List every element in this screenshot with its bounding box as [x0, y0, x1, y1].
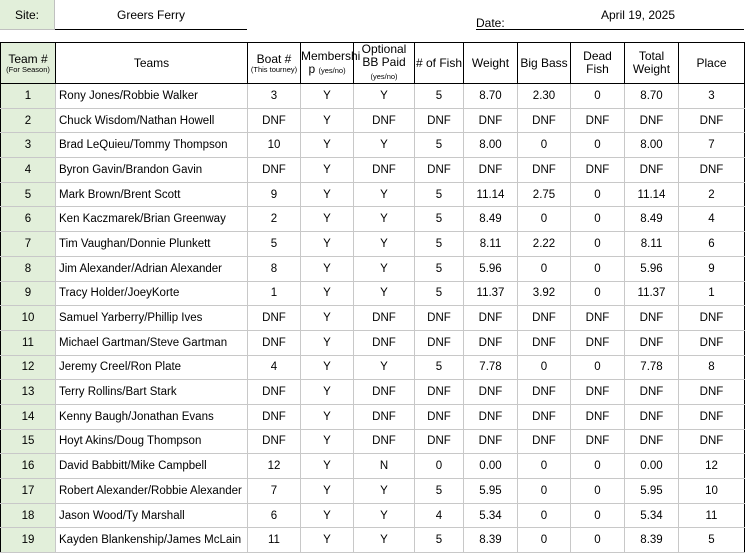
- team-name-cell[interactable]: Hoyt Akins/Doug Thompson: [56, 429, 248, 454]
- col-team-number-sub: (For Season): [6, 64, 50, 74]
- team-number-cell[interactable]: 9: [1, 281, 56, 306]
- place-cell[interactable]: 11: [679, 503, 745, 528]
- fish-count-cell[interactable]: 5: [415, 133, 464, 158]
- big-bass-cell[interactable]: DNF: [518, 330, 571, 355]
- team-number-cell[interactable]: 11: [1, 330, 56, 355]
- membership-cell[interactable]: Y: [301, 108, 354, 133]
- boat-number-cell[interactable]: 3: [248, 84, 301, 109]
- place-cell[interactable]: 8: [679, 355, 745, 380]
- boat-number-cell[interactable]: 4: [248, 355, 301, 380]
- total-weight-cell[interactable]: 5.95: [625, 479, 679, 504]
- weight-cell[interactable]: 8.39: [464, 528, 518, 553]
- dead-fish-cell[interactable]: DNF: [571, 429, 625, 454]
- team-name-cell[interactable]: Kayden Blankenship/James McLain: [56, 528, 248, 553]
- fish-count-cell[interactable]: DNF: [415, 404, 464, 429]
- team-number-cell[interactable]: 13: [1, 380, 56, 405]
- col-fish-count[interactable]: # of Fish: [415, 43, 464, 84]
- big-bass-cell[interactable]: DNF: [518, 380, 571, 405]
- optional-bb-cell[interactable]: Y: [354, 281, 415, 306]
- total-weight-cell[interactable]: DNF: [625, 380, 679, 405]
- place-cell[interactable]: 7: [679, 133, 745, 158]
- boat-number-cell[interactable]: 10: [248, 133, 301, 158]
- fish-count-cell[interactable]: DNF: [415, 380, 464, 405]
- optional-bb-cell[interactable]: Y: [354, 256, 415, 281]
- dead-fish-cell[interactable]: 0: [571, 479, 625, 504]
- optional-bb-cell[interactable]: Y: [354, 355, 415, 380]
- boat-number-cell[interactable]: 12: [248, 454, 301, 479]
- team-number-cell[interactable]: 2: [1, 108, 56, 133]
- weight-cell[interactable]: DNF: [464, 306, 518, 331]
- membership-cell[interactable]: Y: [301, 232, 354, 257]
- total-weight-cell[interactable]: 11.14: [625, 182, 679, 207]
- optional-bb-cell[interactable]: DNF: [354, 330, 415, 355]
- membership-cell[interactable]: Y: [301, 158, 354, 183]
- boat-number-cell[interactable]: DNF: [248, 306, 301, 331]
- site-value[interactable]: Greers Ferry: [55, 0, 247, 30]
- table-row: [1, 158, 745, 183]
- big-bass-cell[interactable]: 0: [518, 355, 571, 380]
- weight-cell[interactable]: 8.00: [464, 133, 518, 158]
- team-number-cell[interactable]: 3: [1, 133, 56, 158]
- place-cell[interactable]: DNF: [679, 429, 745, 454]
- fish-count-cell[interactable]: 5: [415, 182, 464, 207]
- dead-fish-cell[interactable]: 0: [571, 207, 625, 232]
- col-membership[interactable]: [301, 43, 361, 84]
- col-membership-label: Membershi p: [301, 48, 361, 76]
- optional-bb-cell[interactable]: DNF: [354, 404, 415, 429]
- table-row: [1, 355, 745, 380]
- big-bass-cell[interactable]: 0: [518, 503, 571, 528]
- big-bass-cell[interactable]: 0: [518, 454, 571, 479]
- weight-cell[interactable]: DNF: [464, 330, 518, 355]
- boat-number-cell[interactable]: 11: [248, 528, 301, 553]
- boat-number-cell[interactable]: DNF: [248, 330, 301, 355]
- fish-count-cell[interactable]: 5: [415, 84, 464, 109]
- optional-bb-cell[interactable]: DNF: [354, 429, 415, 454]
- big-bass-cell[interactable]: 2.75: [518, 182, 571, 207]
- fish-count-cell[interactable]: 5: [415, 479, 464, 504]
- boat-number-cell[interactable]: 6: [248, 503, 301, 528]
- col-weight[interactable]: Weight: [464, 43, 518, 84]
- optional-bb-cell[interactable]: DNF: [354, 158, 415, 183]
- big-bass-cell[interactable]: DNF: [518, 429, 571, 454]
- col-boat-number-label: Boat #: [256, 51, 292, 66]
- weight-cell[interactable]: DNF: [464, 158, 518, 183]
- team-name-cell[interactable]: Mark Brown/Brent Scott: [56, 182, 248, 207]
- place-cell[interactable]: 3: [679, 84, 745, 109]
- total-weight-cell[interactable]: 8.70: [625, 84, 679, 109]
- dead-fish-cell[interactable]: 0: [571, 281, 625, 306]
- col-total-weight[interactable]: Total Weight: [625, 43, 679, 84]
- team-name-cell[interactable]: Tracy Holder/JoeyKorte: [56, 281, 248, 306]
- weight-cell[interactable]: 11.14: [464, 182, 518, 207]
- optional-bb-cell[interactable]: Y: [354, 479, 415, 504]
- team-number-cell[interactable]: 14: [1, 404, 56, 429]
- total-weight-cell[interactable]: DNF: [625, 330, 679, 355]
- place-cell[interactable]: DNF: [679, 404, 745, 429]
- team-name-cell[interactable]: Jim Alexander/Adrian Alexander: [56, 256, 248, 281]
- col-optional-bb-sub: (yes/no): [370, 72, 398, 81]
- place-cell[interactable]: DNF: [679, 380, 745, 405]
- membership-cell[interactable]: Y: [301, 207, 354, 232]
- col-big-bass[interactable]: Big Bass: [518, 43, 571, 84]
- place-cell[interactable]: 6: [679, 232, 745, 257]
- table-row: [1, 404, 745, 429]
- team-number-cell[interactable]: 8: [1, 256, 56, 281]
- boat-number-cell[interactable]: DNF: [248, 429, 301, 454]
- fish-count-cell[interactable]: 5: [415, 355, 464, 380]
- weight-cell[interactable]: DNF: [464, 404, 518, 429]
- total-weight-cell[interactable]: DNF: [625, 108, 679, 133]
- weight-cell[interactable]: 5.95: [464, 479, 518, 504]
- table-row: [1, 232, 745, 257]
- membership-cell[interactable]: Y: [301, 84, 354, 109]
- fish-count-cell[interactable]: 5: [415, 256, 464, 281]
- table-row: [1, 479, 745, 504]
- big-bass-cell[interactable]: 3.92: [518, 281, 571, 306]
- total-weight-cell[interactable]: 8.00: [625, 133, 679, 158]
- dead-fish-cell[interactable]: 0: [571, 454, 625, 479]
- team-number-cell[interactable]: 15: [1, 429, 56, 454]
- optional-bb-cell[interactable]: DNF: [354, 380, 415, 405]
- table-row: [1, 380, 745, 405]
- optional-bb-cell[interactable]: DNF: [354, 306, 415, 331]
- team-name-cell[interactable]: Brad LeQuieu/Tommy Thompson: [56, 133, 248, 158]
- col-team-number[interactable]: [1, 43, 56, 84]
- header-row: [1, 43, 745, 84]
- membership-cell[interactable]: Y: [301, 404, 354, 429]
- membership-cell[interactable]: Y: [301, 479, 354, 504]
- col-optional-bb-label: Optional BB Paid: [361, 42, 407, 69]
- membership-cell[interactable]: Y: [301, 330, 354, 355]
- team-name-cell[interactable]: Rony Jones/Robbie Walker: [56, 84, 248, 109]
- team-name-cell[interactable]: Tim Vaughan/Donnie Plunkett: [56, 232, 248, 257]
- col-team-number-label: Team #: [8, 51, 48, 66]
- col-boat-number-sub: (This tourney): [250, 64, 298, 74]
- fish-count-cell[interactable]: DNF: [415, 158, 464, 183]
- big-bass-cell[interactable]: 2.22: [518, 232, 571, 257]
- results-table: [0, 42, 745, 553]
- dead-fish-cell[interactable]: 0: [571, 256, 625, 281]
- team-number-cell[interactable]: 17: [1, 479, 56, 504]
- table-row: [1, 133, 745, 158]
- team-number-cell[interactable]: 10: [1, 306, 56, 331]
- team-number-cell[interactable]: 4: [1, 158, 56, 183]
- dead-fish-cell[interactable]: DNF: [571, 158, 625, 183]
- dead-fish-cell[interactable]: DNF: [571, 108, 625, 133]
- membership-cell[interactable]: Y: [301, 429, 354, 454]
- team-name-cell[interactable]: Byron Gavin/Brandon Gavin: [56, 158, 248, 183]
- membership-cell[interactable]: Y: [301, 182, 354, 207]
- big-bass-cell[interactable]: DNF: [518, 108, 571, 133]
- col-place[interactable]: Place: [679, 43, 745, 84]
- team-number-cell[interactable]: 18: [1, 503, 56, 528]
- team-number-cell[interactable]: 1: [1, 84, 56, 109]
- fish-count-cell[interactable]: 5: [415, 281, 464, 306]
- weight-cell[interactable]: 11.37: [464, 281, 518, 306]
- membership-cell[interactable]: Y: [301, 281, 354, 306]
- membership-cell[interactable]: Y: [301, 256, 354, 281]
- membership-cell[interactable]: Y: [301, 380, 354, 405]
- dead-fish-cell[interactable]: DNF: [571, 306, 625, 331]
- place-cell[interactable]: 10: [679, 479, 745, 504]
- dead-fish-cell[interactable]: 0: [571, 182, 625, 207]
- fish-count-cell[interactable]: 4: [415, 503, 464, 528]
- optional-bb-cell[interactable]: DNF: [354, 108, 415, 133]
- date-underline: [476, 29, 532, 30]
- total-weight-cell[interactable]: 8.39: [625, 528, 679, 553]
- optional-bb-cell[interactable]: Y: [354, 232, 415, 257]
- boat-number-cell[interactable]: DNF: [248, 158, 301, 183]
- place-cell[interactable]: DNF: [679, 158, 745, 183]
- big-bass-cell[interactable]: DNF: [518, 306, 571, 331]
- total-weight-cell[interactable]: DNF: [625, 158, 679, 183]
- table-row: [1, 330, 745, 355]
- membership-cell[interactable]: Y: [301, 306, 354, 331]
- weight-cell[interactable]: 8.49: [464, 207, 518, 232]
- table-row: [1, 84, 745, 109]
- boat-number-cell[interactable]: 9: [248, 182, 301, 207]
- boat-number-cell[interactable]: DNF: [248, 380, 301, 405]
- membership-cell[interactable]: Y: [301, 454, 354, 479]
- team-number-cell[interactable]: 19: [1, 528, 56, 553]
- dead-fish-cell[interactable]: 0: [571, 133, 625, 158]
- membership-cell[interactable]: Y: [301, 528, 354, 553]
- boat-number-cell[interactable]: 5: [248, 232, 301, 257]
- table-row: [1, 108, 745, 133]
- big-bass-cell[interactable]: 0: [518, 528, 571, 553]
- boat-number-cell[interactable]: 7: [248, 479, 301, 504]
- team-name-cell[interactable]: Robert Alexander/Robbie Alexander: [56, 479, 248, 504]
- dead-fish-cell[interactable]: DNF: [571, 404, 625, 429]
- big-bass-cell[interactable]: DNF: [518, 158, 571, 183]
- optional-bb-cell[interactable]: Y: [354, 84, 415, 109]
- table-row: [1, 256, 745, 281]
- big-bass-cell[interactable]: 0: [518, 256, 571, 281]
- fish-count-cell[interactable]: DNF: [415, 330, 464, 355]
- dead-fish-cell[interactable]: 0: [571, 355, 625, 380]
- dead-fish-cell[interactable]: DNF: [571, 330, 625, 355]
- place-cell[interactable]: 4: [679, 207, 745, 232]
- team-number-cell[interactable]: 6: [1, 207, 56, 232]
- team-name-cell[interactable]: Samuel Yarberry/Phillip Ives: [56, 306, 248, 331]
- dead-fish-cell[interactable]: DNF: [571, 380, 625, 405]
- big-bass-cell[interactable]: DNF: [518, 404, 571, 429]
- table-row: [1, 207, 745, 232]
- fish-count-cell[interactable]: 5: [415, 232, 464, 257]
- team-name-cell[interactable]: Michael Gartman/Steve Gartman: [56, 330, 248, 355]
- total-weight-cell[interactable]: 7.78: [625, 355, 679, 380]
- team-number-cell[interactable]: 16: [1, 454, 56, 479]
- place-cell[interactable]: 12: [679, 454, 745, 479]
- weight-cell[interactable]: 7.78: [464, 355, 518, 380]
- dead-fish-cell[interactable]: 0: [571, 528, 625, 553]
- fish-count-cell[interactable]: 5: [415, 207, 464, 232]
- team-name-cell[interactable]: Chuck Wisdom/Nathan Howell: [56, 108, 248, 133]
- optional-bb-cell[interactable]: Y: [354, 133, 415, 158]
- big-bass-cell[interactable]: 2.30: [518, 84, 571, 109]
- weight-cell[interactable]: 0.00: [464, 454, 518, 479]
- fish-count-cell[interactable]: 5: [415, 528, 464, 553]
- membership-cell[interactable]: Y: [301, 355, 354, 380]
- fish-count-cell[interactable]: DNF: [415, 306, 464, 331]
- boat-number-cell[interactable]: 1: [248, 281, 301, 306]
- optional-bb-cell[interactable]: Y: [354, 207, 415, 232]
- table-row: [1, 306, 745, 331]
- big-bass-cell[interactable]: 0: [518, 479, 571, 504]
- total-weight-cell[interactable]: 8.49: [625, 207, 679, 232]
- table-row: [1, 503, 745, 528]
- boat-number-cell[interactable]: 8: [248, 256, 301, 281]
- col-teams[interactable]: Teams: [56, 43, 248, 84]
- fish-count-cell[interactable]: DNF: [415, 108, 464, 133]
- weight-cell[interactable]: DNF: [464, 429, 518, 454]
- total-weight-cell[interactable]: 5.96: [625, 256, 679, 281]
- col-dead-fish[interactable]: Dead Fish: [571, 43, 625, 84]
- site-label[interactable]: Site:: [0, 0, 55, 30]
- dead-fish-cell[interactable]: 0: [571, 503, 625, 528]
- team-name-cell[interactable]: Kenny Baugh/Jonathan Evans: [56, 404, 248, 429]
- team-name-cell[interactable]: David Babbitt/Mike Campbell: [56, 454, 248, 479]
- col-membership-sub: (yes/no): [318, 65, 346, 75]
- boat-number-cell[interactable]: DNF: [248, 108, 301, 133]
- fish-count-cell[interactable]: DNF: [415, 429, 464, 454]
- date-value[interactable]: April 19, 2025: [532, 0, 744, 30]
- col-boat-number[interactable]: [248, 43, 301, 84]
- total-weight-cell[interactable]: DNF: [625, 306, 679, 331]
- place-cell[interactable]: 5: [679, 528, 745, 553]
- team-name-cell[interactable]: Jason Wood/Ty Marshall: [56, 503, 248, 528]
- total-weight-cell[interactable]: 5.34: [625, 503, 679, 528]
- weight-cell[interactable]: 5.96: [464, 256, 518, 281]
- optional-bb-cell[interactable]: Y: [354, 528, 415, 553]
- team-number-cell[interactable]: 7: [1, 232, 56, 257]
- col-optional-bb[interactable]: [354, 43, 415, 84]
- membership-cell[interactable]: Y: [301, 503, 354, 528]
- total-weight-cell[interactable]: DNF: [625, 429, 679, 454]
- big-bass-cell[interactable]: 0: [518, 133, 571, 158]
- dead-fish-cell[interactable]: 0: [571, 232, 625, 257]
- place-cell[interactable]: DNF: [679, 306, 745, 331]
- team-name-cell[interactable]: Jeremy Creel/Ron Plate: [56, 355, 248, 380]
- sheet-header: [0, 0, 744, 42]
- place-cell[interactable]: DNF: [679, 330, 745, 355]
- optional-bb-cell[interactable]: Y: [354, 182, 415, 207]
- total-weight-cell[interactable]: 0.00: [625, 454, 679, 479]
- table-row: [1, 454, 745, 479]
- place-cell[interactable]: DNF: [679, 108, 745, 133]
- table-row: [1, 528, 745, 553]
- boat-number-cell[interactable]: DNF: [248, 404, 301, 429]
- team-number-cell[interactable]: 5: [1, 182, 56, 207]
- place-cell[interactable]: 2: [679, 182, 745, 207]
- weight-cell[interactable]: 8.70: [464, 84, 518, 109]
- team-name-cell[interactable]: Ken Kaczmarek/Brian Greenway: [56, 207, 248, 232]
- team-name-cell[interactable]: Terry Rollins/Bart Stark: [56, 380, 248, 405]
- table-row: [1, 281, 745, 306]
- weight-cell[interactable]: 8.11: [464, 232, 518, 257]
- table-row: [1, 182, 745, 207]
- big-bass-cell[interactable]: 0: [518, 207, 571, 232]
- membership-cell[interactable]: Y: [301, 133, 354, 158]
- team-number-cell[interactable]: 12: [1, 355, 56, 380]
- table-body: [1, 84, 745, 553]
- total-weight-cell[interactable]: DNF: [625, 404, 679, 429]
- weight-cell[interactable]: DNF: [464, 380, 518, 405]
- total-weight-cell[interactable]: 8.11: [625, 232, 679, 257]
- weight-cell[interactable]: DNF: [464, 108, 518, 133]
- date-label[interactable]: Date:: [476, 16, 505, 30]
- place-cell[interactable]: 1: [679, 281, 745, 306]
- dead-fish-cell[interactable]: 0: [571, 84, 625, 109]
- optional-bb-cell[interactable]: N: [354, 454, 415, 479]
- total-weight-cell[interactable]: 11.37: [625, 281, 679, 306]
- table-row: [1, 429, 745, 454]
- weight-cell[interactable]: 5.34: [464, 503, 518, 528]
- boat-number-cell[interactable]: 2: [248, 207, 301, 232]
- place-cell[interactable]: 9: [679, 256, 745, 281]
- optional-bb-cell[interactable]: Y: [354, 503, 415, 528]
- fish-count-cell[interactable]: 0: [415, 454, 464, 479]
